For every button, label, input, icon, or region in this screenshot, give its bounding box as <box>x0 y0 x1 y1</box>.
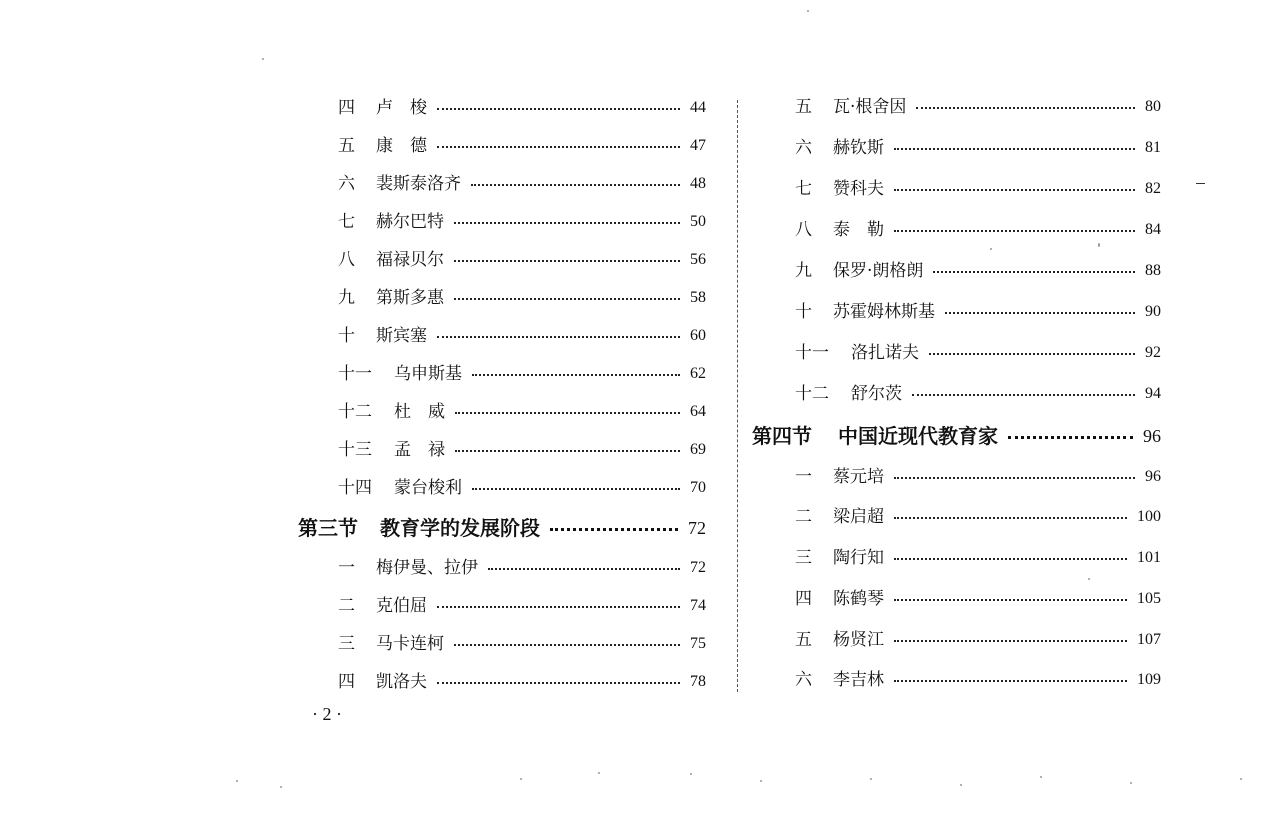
dot-leader <box>437 336 680 338</box>
entry-number: 九 <box>338 288 355 308</box>
entry-page: 75 <box>690 635 706 652</box>
dot-leader <box>933 271 1135 273</box>
entry-number: 十二 <box>795 384 829 404</box>
entry-title: 陈鹤琴 <box>833 589 884 609</box>
entry-title: 苏霍姆林斯基 <box>833 302 935 322</box>
toc-entry <box>795 628 1161 652</box>
entry-title: 梅伊曼、拉伊 <box>376 558 478 578</box>
entry-title: 凯洛夫 <box>376 672 427 692</box>
entry-number: 六 <box>338 174 355 194</box>
entry-title: 李吉林 <box>833 670 884 690</box>
entry-title: 克伯屈 <box>376 596 427 616</box>
entry-title: 福禄贝尔 <box>376 250 444 270</box>
entry-number: 五 <box>795 97 812 117</box>
entry-page: 72 <box>690 559 706 576</box>
entry-number: 五 <box>338 136 355 156</box>
entry-number: 五 <box>795 630 812 650</box>
scan-speck <box>1088 578 1090 580</box>
entry-number: 六 <box>795 138 812 158</box>
entry-page: 96 <box>1145 468 1161 485</box>
entry-number: 十三 <box>338 440 372 460</box>
entry-title: 陶行知 <box>833 548 884 568</box>
toc-entry <box>795 136 1161 160</box>
entry-title: 赫尔巴特 <box>376 212 444 232</box>
entry-number: 十二 <box>338 402 372 422</box>
dot-leader <box>550 528 678 531</box>
dot-leader <box>894 680 1127 682</box>
entry-title: 裴斯泰洛齐 <box>376 174 461 194</box>
toc-entry <box>338 172 706 196</box>
scan-speck <box>690 773 692 775</box>
entry-number: 一 <box>338 558 355 578</box>
entry-number: 九 <box>795 261 812 281</box>
dot-leader <box>894 148 1135 150</box>
entry-number: 四 <box>338 672 355 692</box>
toc-entry <box>338 324 706 348</box>
page-number: · 2 · <box>312 704 342 724</box>
entry-page: 48 <box>690 175 706 192</box>
entry-title: 洛扎诺夫 <box>851 343 919 363</box>
toc-entry <box>338 670 706 694</box>
toc-entry <box>795 587 1161 611</box>
dot-leader <box>1008 436 1133 439</box>
dot-leader <box>454 644 680 646</box>
entry-title: 赞科夫 <box>833 179 884 199</box>
entry-number: 四 <box>795 589 812 609</box>
entry-page: 60 <box>690 327 706 344</box>
dot-leader <box>916 107 1135 109</box>
scan-speck <box>1098 243 1100 247</box>
entry-page: 80 <box>1145 98 1161 115</box>
toc-entry <box>795 668 1161 692</box>
dot-leader <box>894 599 1127 601</box>
toc-entry <box>338 96 706 120</box>
dot-leader <box>437 682 680 684</box>
column-divider <box>737 100 738 692</box>
entry-number: 三 <box>338 634 355 654</box>
scan-speck <box>760 780 762 782</box>
entry-page: 92 <box>1145 344 1161 361</box>
dot-leader <box>454 260 680 262</box>
toc-entry <box>338 286 706 310</box>
scan-speck <box>870 778 872 780</box>
dot-leader <box>894 558 1127 560</box>
dot-leader <box>437 146 680 148</box>
entry-title: 卢 梭 <box>376 98 427 118</box>
toc-entry <box>795 218 1161 242</box>
entry-page: 47 <box>690 137 706 154</box>
entry-number: 十一 <box>795 343 829 363</box>
entry-title: 马卡连柯 <box>376 634 444 654</box>
dot-leader <box>472 374 680 376</box>
entry-number: 十 <box>795 302 812 322</box>
entry-page: 105 <box>1137 590 1161 607</box>
toc-entry <box>795 382 1161 406</box>
entry-number: 十一 <box>338 364 372 384</box>
entry-title: 保罗·朗格朗 <box>833 261 924 281</box>
toc-entry <box>338 134 706 158</box>
entry-page: 56 <box>690 251 706 268</box>
scan-speck <box>1040 776 1042 778</box>
entry-number: 二 <box>795 507 812 527</box>
entry-title: 康 德 <box>376 136 427 156</box>
toc-entry <box>338 438 706 462</box>
entry-title: 第斯多惠 <box>376 288 444 308</box>
entry-page: 81 <box>1145 139 1161 156</box>
scan-speck <box>280 786 282 788</box>
dot-leader <box>455 412 680 414</box>
entry-number: 十 <box>338 326 355 346</box>
entry-number: 六 <box>795 670 812 690</box>
entry-page: 64 <box>690 403 706 420</box>
toc-entry <box>795 259 1161 283</box>
toc-entry <box>338 556 706 580</box>
toc-entry <box>795 341 1161 365</box>
toc-entry <box>338 476 706 500</box>
entry-title: 舒尔茨 <box>851 384 902 404</box>
scan-speck <box>1240 778 1242 780</box>
scan-speck <box>598 772 600 774</box>
entry-page: 50 <box>690 213 706 230</box>
entry-title: 瓦·根舍因 <box>833 97 907 117</box>
entry-title: 乌申斯基 <box>394 364 462 384</box>
scan-speck <box>990 248 992 250</box>
dot-leader <box>471 184 680 186</box>
dot-leader <box>455 450 680 452</box>
dot-leader <box>894 189 1135 191</box>
dot-leader <box>912 394 1135 396</box>
entry-title: 杜 威 <box>394 402 445 422</box>
entry-page: 88 <box>1145 262 1161 279</box>
dot-leader <box>454 298 680 300</box>
entry-number: 三 <box>795 548 812 568</box>
toc-entry <box>795 465 1161 489</box>
entry-page: 100 <box>1137 508 1161 525</box>
scan-speck <box>520 778 522 780</box>
dot-leader <box>929 353 1135 355</box>
entry-page: 62 <box>690 365 706 382</box>
section-heading <box>752 422 1161 450</box>
entry-number: 四 <box>338 98 355 118</box>
toc-entry <box>795 546 1161 570</box>
dot-leader <box>894 517 1127 519</box>
scan-speck <box>807 10 809 12</box>
section-heading <box>298 514 706 542</box>
entry-number: 七 <box>795 179 812 199</box>
scan-speck <box>1196 183 1205 184</box>
entry-page: 44 <box>690 99 706 116</box>
entry-number: 一 <box>795 467 812 487</box>
entry-page: 69 <box>690 441 706 458</box>
scan-speck <box>262 58 264 60</box>
section-label: 第三节 <box>298 516 358 540</box>
entry-page: 109 <box>1137 671 1161 688</box>
section-page: 72 <box>688 518 706 538</box>
entry-page: 107 <box>1137 631 1161 648</box>
dot-leader <box>894 640 1127 642</box>
section-title: 中国近现代教育家 <box>838 424 998 448</box>
entry-page: 70 <box>690 479 706 496</box>
entry-page: 90 <box>1145 303 1161 320</box>
entry-title: 蒙台梭利 <box>394 478 462 498</box>
entry-title: 斯宾塞 <box>376 326 427 346</box>
entry-page: 78 <box>690 673 706 690</box>
scan-speck <box>1130 782 1132 784</box>
entry-title: 赫钦斯 <box>833 138 884 158</box>
scan-speck <box>960 784 962 786</box>
entry-title: 蔡元培 <box>833 467 884 487</box>
entry-page: 101 <box>1137 549 1161 566</box>
entry-title: 泰 勒 <box>833 220 884 240</box>
toc-entry <box>338 210 706 234</box>
entry-page: 82 <box>1145 180 1161 197</box>
section-page: 96 <box>1143 426 1161 446</box>
toc-entry <box>338 400 706 424</box>
entry-number: 二 <box>338 596 355 616</box>
dot-leader <box>437 108 680 110</box>
entry-title: 杨贤江 <box>833 630 884 650</box>
toc-entry <box>338 594 706 618</box>
entry-number: 八 <box>338 250 355 270</box>
entry-number: 十四 <box>338 478 372 498</box>
entry-page: 94 <box>1145 385 1161 402</box>
entry-page: 84 <box>1145 221 1161 238</box>
entry-title: 梁启超 <box>833 507 884 527</box>
dot-leader <box>437 606 680 608</box>
dot-leader <box>945 312 1135 314</box>
toc-entry <box>338 632 706 656</box>
section-title: 教育学的发展阶段 <box>380 516 540 540</box>
entry-page: 74 <box>690 597 706 614</box>
toc-entry <box>795 95 1161 119</box>
dot-leader <box>472 488 680 490</box>
section-label: 第四节 <box>752 424 812 448</box>
scan-speck <box>236 780 238 782</box>
dot-leader <box>894 477 1135 479</box>
toc-entry <box>795 177 1161 201</box>
toc-entry <box>338 248 706 272</box>
toc-entry <box>795 300 1161 324</box>
entry-page: 58 <box>690 289 706 306</box>
toc-entry <box>795 505 1161 529</box>
dot-leader <box>488 568 680 570</box>
toc-entry <box>338 362 706 386</box>
dot-leader <box>454 222 680 224</box>
entry-number: 八 <box>795 220 812 240</box>
entry-title: 孟 禄 <box>394 440 445 460</box>
entry-number: 七 <box>338 212 355 232</box>
dot-leader <box>894 230 1135 232</box>
